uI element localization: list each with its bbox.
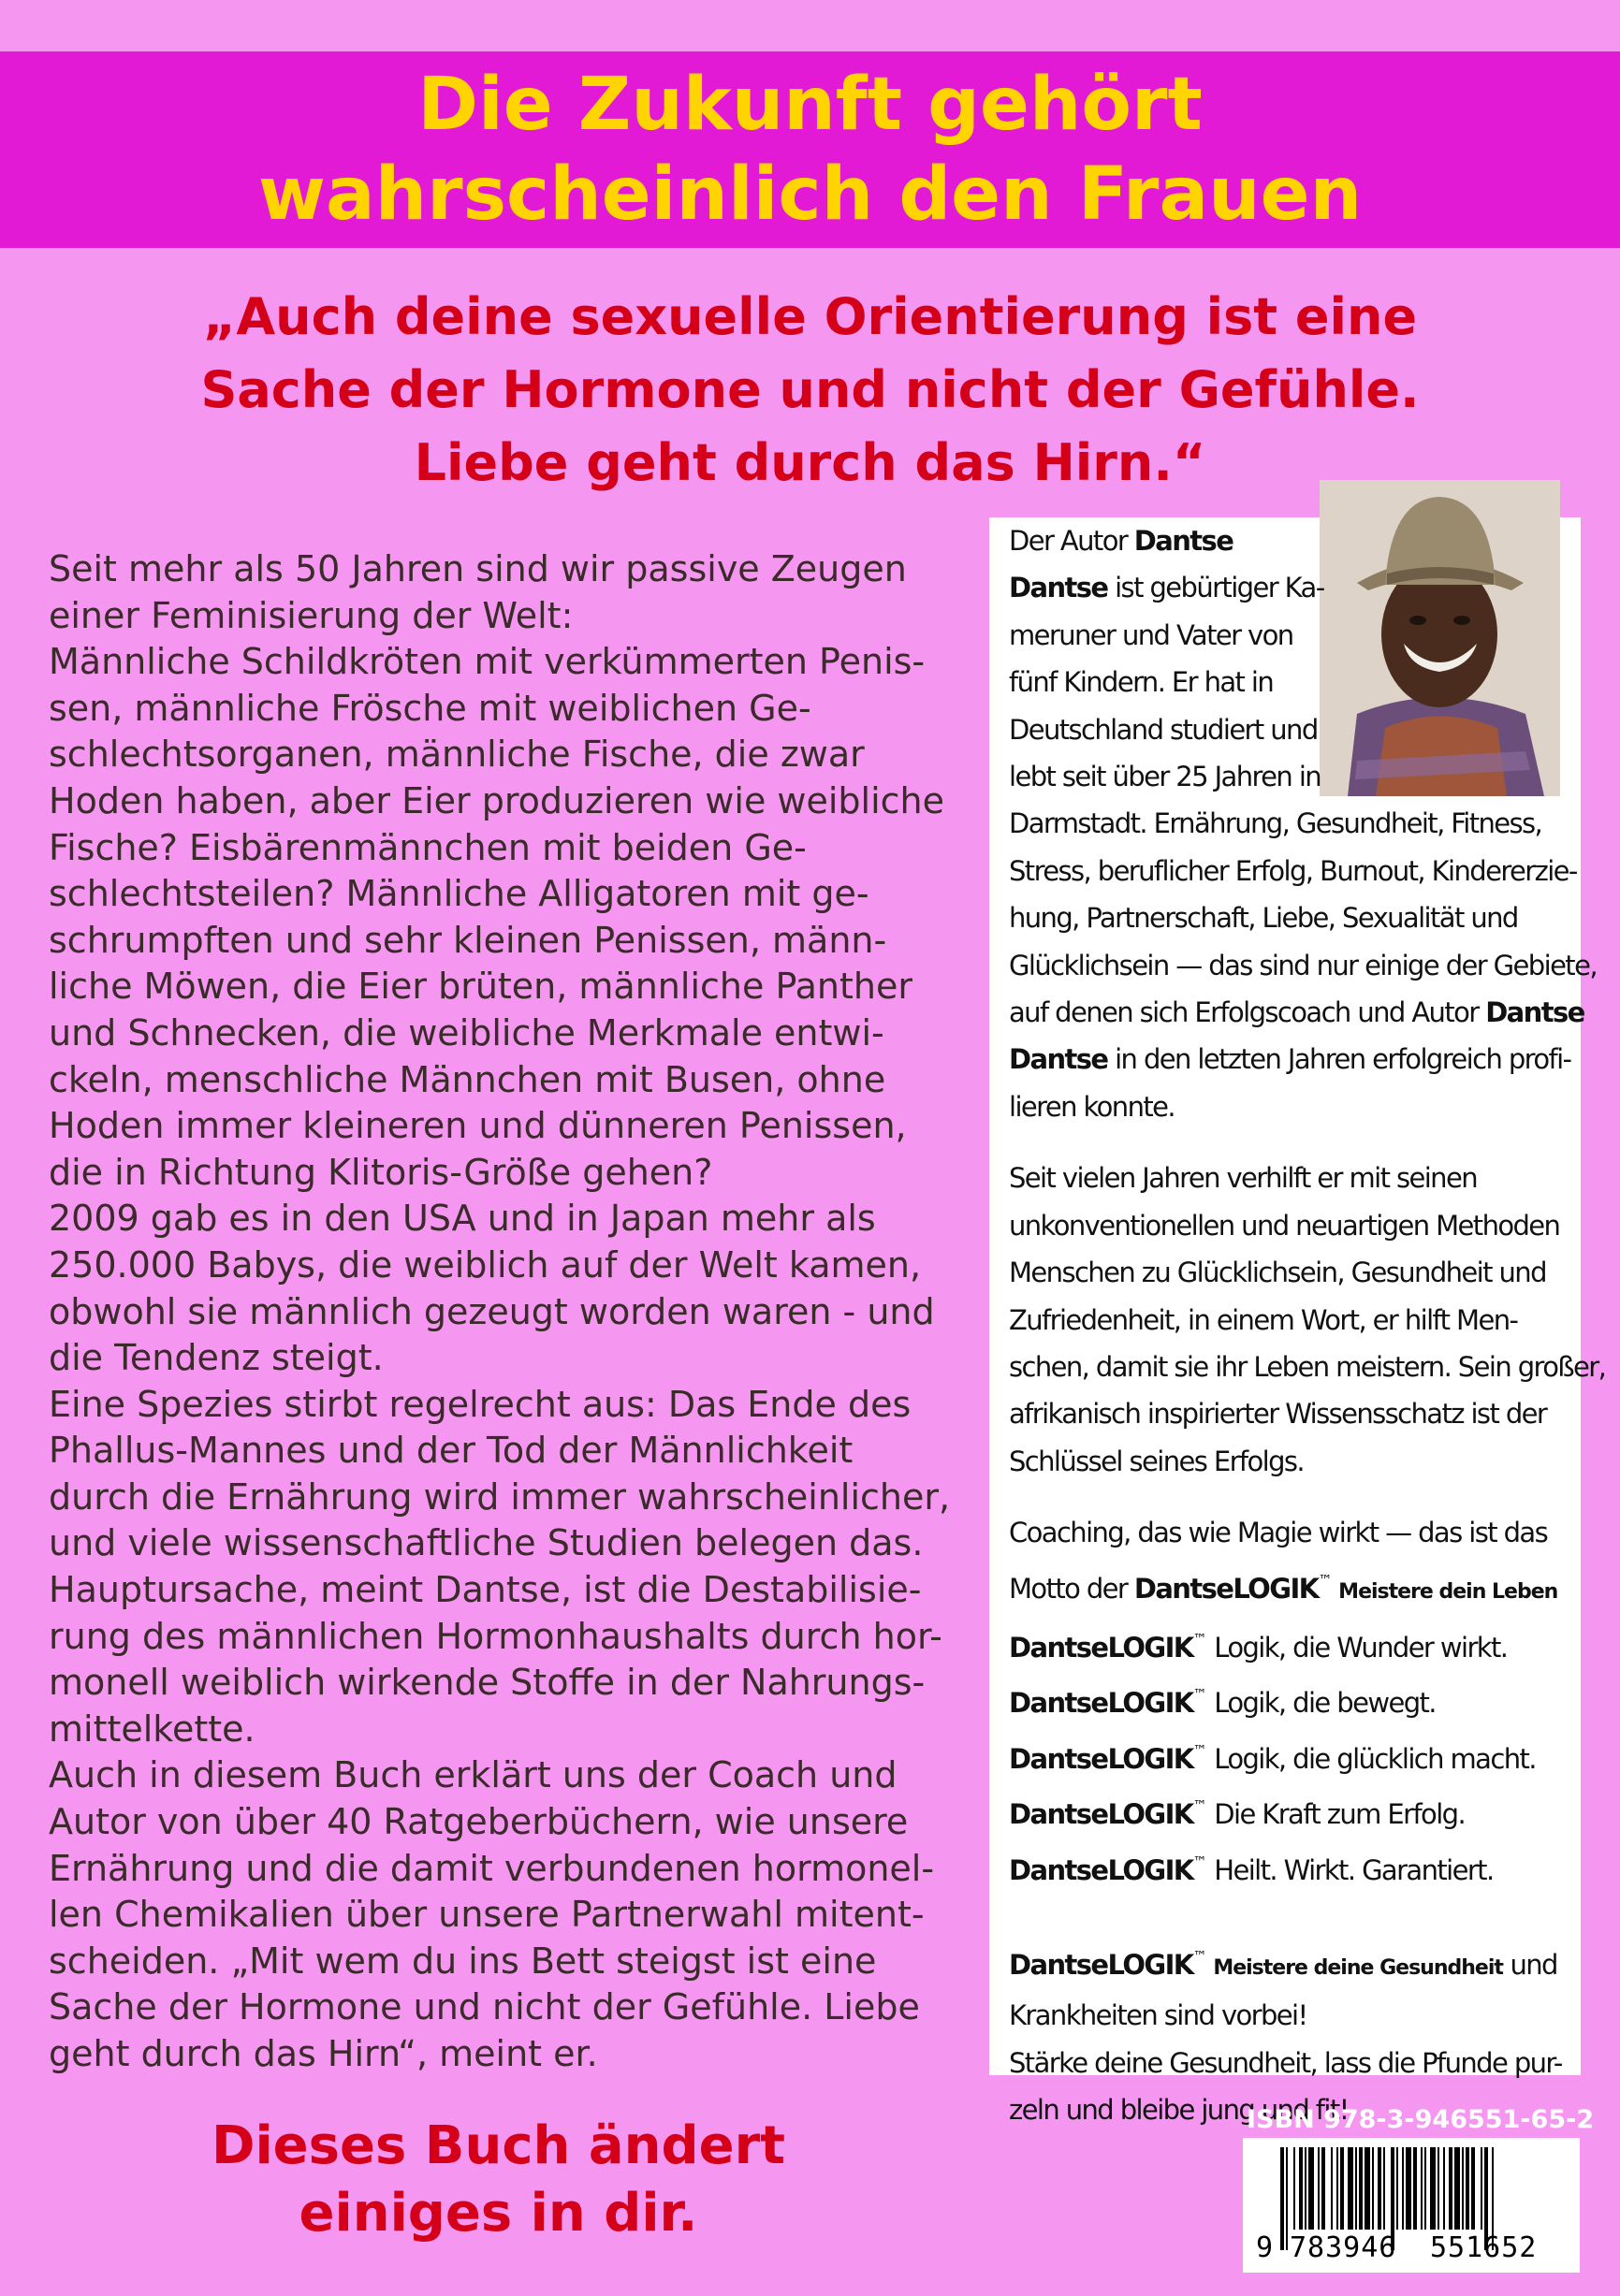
bio-line: Glücklichsein — das sind nur einige der Gebiete, [1009,949,1597,981]
barcode-bar [1402,2147,1404,2230]
slogan-line: DantseLOGIK™ Logik, die Wunder wirkt. [1009,1630,1508,1664]
barcode-bar [1396,2147,1398,2230]
barcode-bar [1406,2147,1411,2230]
title-line-2: wahrscheinlich den Frauen [257,153,1363,237]
barcode-bar [1443,2147,1445,2230]
barcode-bar [1454,2147,1460,2230]
barcode-bar [1331,2147,1333,2230]
barcode-digits-left: 783946 [1290,2231,1397,2264]
blurb-line: die in Richtung Klitoris-Größe gehen? [49,1151,713,1193]
barcode-bar [1340,2147,1344,2230]
quote-line: Liebe geht durch das Hirn.“ [414,433,1206,492]
author-bio-text [1009,517,1606,2134]
blurb-line: schlechtsorganen, männliche Fische, die zwar [49,734,865,776]
bio-line: unkonventionellen und neuartigen Methoden [1009,1209,1560,1242]
bio-line: zeln und bleibe jung und fit! [1009,2094,1349,2127]
blurb-line: geht durch das Hirn“, meint er. [49,2033,598,2074]
blurb-line: Eine Spezies stirbt regelrecht aus: Das Ende des [49,1383,912,1425]
barcode-bar [1280,2147,1284,2250]
barcode-bar [1293,2147,1295,2230]
blurb-line: monell weiblich wirkende Stoffe in der Nahrungs- [49,1662,926,1704]
bio-line: Motto der DantseLOGIK™ Meistere dein Leben [1009,1571,1558,1605]
barcode-bar [1421,2147,1423,2230]
blurb-line: ckeln, menschliche Männchen mit Busen, ohne [49,1058,886,1100]
blurb-line: durch die Ernährung wird immer wahrscheinlicher, [49,1475,951,1518]
blurb-line: liche Möwen, die Eier brüten, männliche Panther [49,966,913,1008]
barcode-bar [1321,2147,1325,2230]
quote-line: „Auch deine sexuelle Orientierung ist eine [202,287,1418,346]
slogan-line: DantseLOGIK™ Logik, die bewegt. [1009,1686,1436,1720]
barcode-bar [1462,2147,1464,2230]
bio-line: Stärke deine Gesundheit, lass die Pfunde pur- [1009,2046,1562,2079]
barcode-bar [1348,2147,1353,2230]
blurb-line: rung des männlichen Hormonhaushalts durch hor- [49,1615,942,1657]
blurb-line: und Schnecken, die weibliche Merkmale entwi- [49,1011,884,1054]
blurb-line: und viele wissenschaftliche Studien belegen das. [49,1522,924,1564]
title-line-1: Die Zukunft gehört [417,63,1203,147]
barcode-digits-right: 551652 [1430,2231,1538,2264]
blurb-line: schrumpften und sehr kleinen Penissen, männ- [49,919,887,961]
barcode-bar [1378,2147,1381,2230]
barcode-bar [1308,2147,1314,2230]
bio-line: fünf Kindern. Er hat in [1009,666,1274,699]
slogan-line: DantseLOGIK™ Heilt. Wirkt. Garantiert. [1009,1853,1494,1886]
barcode-bar [1466,2147,1469,2230]
bio-line: afrikanisch inspirierter Wissensschatz ist der [1009,1398,1547,1431]
bio-line: Zufriedenheit, in einem Wort, er hilft Men- [1009,1303,1518,1336]
barcode-bar [1355,2147,1357,2230]
blurb-line: obwohl sie männlich gezeugt worden waren - und [49,1290,935,1332]
blurb-line: schlechtsteilen? Männliche Alligatoren mit ge- [49,873,869,915]
bio-line: Schlüssel seines Erfolgs. [1009,1445,1305,1477]
blurb-line: 2009 gab es in den USA und in Japan mehr als [49,1198,876,1240]
bio-line: Seit vielen Jahren verhilft er mit seinen [1009,1162,1477,1195]
slogan-line: DantseLOGIK™ Die Kraft zum Erfolg. [1009,1797,1466,1831]
bio-line: Der Autor Dantse [1009,525,1233,557]
barcode-bar [1430,2147,1436,2230]
blurb-line: einer Feminisierung der Welt: [49,594,574,636]
pull-quote [0,281,1620,500]
bio-line: hung, Partnerschaft, Liebe, Sexualität und [1009,902,1518,935]
blurb-line: Autor von über 40 Ratgeberbüchern, wie unsere [49,1801,909,1843]
blurb-line: scheiden. „Mit wem du ins Bett steigst ist eine [49,1940,877,1982]
barcode-bar [1424,2147,1426,2230]
bio-line: auf denen sich Erfolgscoach und Autor Dantse [1009,996,1584,1029]
barcode-bar [1336,2147,1338,2230]
barcode-bar [1471,2147,1475,2230]
barcode-bar [1286,2147,1288,2250]
bio-line: Stress, beruflicher Erfolg, Burnout, Kindererzie- [1009,854,1577,887]
blurb-line: len Chemikalien über unsere Partnerwahl mitent- [49,1894,925,1936]
blurb-line: die Tendenz steigt. [49,1337,384,1379]
blurb-line: Auch in diesem Buch erklärt uns der Coach und [49,1754,898,1796]
isbn-label: ISBN 978-3-946551-65-2 [1247,2105,1595,2134]
bio-line: Dantse ist gebürtiger Ka- [1009,572,1324,604]
blurb-line: Hoden immer kleineren und dünneren Penissen, [49,1105,907,1147]
barcode-bar [1359,2147,1363,2230]
blurb-line: sen, männliche Frösche mit weiblichen Ge- [49,687,811,729]
blurb-line: Hauptursache, meint Dantse, ist die Destabilisie- [49,1569,922,1611]
barcode-bar [1481,2147,1482,2230]
barcode-bar [1372,2147,1374,2230]
bio-line: Dantse in den letzten Jahren erfolgreich profi- [1009,1043,1571,1076]
bio-line: Coaching, das wie Magie wirkt — das ist das [1009,1517,1548,1549]
barcode-bar [1413,2147,1417,2230]
barcode-bar [1299,2147,1303,2230]
blurb-line: Männliche Schildkröten mit verkümmerten Penis- [49,641,926,683]
slogan-line: DantseLOGIK™ Logik, die glücklich macht. [1009,1741,1536,1775]
bio-line: Menschen zu Glücklichsein, Gesundheit und [1009,1257,1546,1289]
closing-line: einiges in dir. [299,2183,698,2244]
blurb-line: Ernährung und die damit verbundenen hormonel- [49,1847,935,1889]
blurb-line: Sache der Hormone und nicht der Gefühle. Liebe [49,1986,920,2028]
bio-line: lieren konnte. [1009,1090,1175,1123]
bio-line: Deutschland studiert und [1009,713,1318,746]
barcode [1243,2138,1580,2273]
bio-line: Krankheiten sind vorbei! [1009,1999,1307,2032]
bio-line: meruner und Vater von [1009,618,1293,651]
bio-line: Darmstadt. Ernährung, Gesundheit, Fitness, [1009,807,1542,840]
barcode-bar [1365,2147,1370,2230]
bio-line: lebt seit über 25 Jahren in [1009,761,1321,793]
blurb-text [49,546,975,2078]
blurb-line: Phallus-Mannes und der Tod der Männlichkeit [49,1430,854,1472]
blurb-line: Fische? Eisbärenmännchen mit beiden Ge- [49,826,807,868]
barcode-bar [1449,2147,1452,2230]
blurb-line: 250.000 Babys, die weiblich auf der Welt kamen, [49,1243,922,1286]
title-banner [0,51,1620,248]
bio-line: schen, damit sie ihr Leben meistern. Sein großer, [1009,1350,1606,1383]
blurb-line: Hoden haben, aber Eier produzieren wie weibliche [49,779,945,821]
quote-line: Sache der Hormone und nicht der Gefühle. [200,360,1420,419]
closing-line: Dieses Buch ändert [211,2115,786,2176]
blurb-line: mittelkette. [49,1707,255,1750]
barcode-bar [1318,2147,1320,2230]
blurb-line: Seit mehr als 50 Jahren sind wir passive Zeugen [49,548,907,589]
barcode-bar [1438,2147,1439,2230]
bio-line: DantseLOGIK™ Meistere deine Gesundheit und [1009,1947,1557,1981]
closing-statement [0,2113,997,2247]
barcode-bar [1305,2147,1306,2230]
barcode-digit-first: 9 [1256,2231,1275,2264]
barcode-bar [1383,2147,1385,2230]
